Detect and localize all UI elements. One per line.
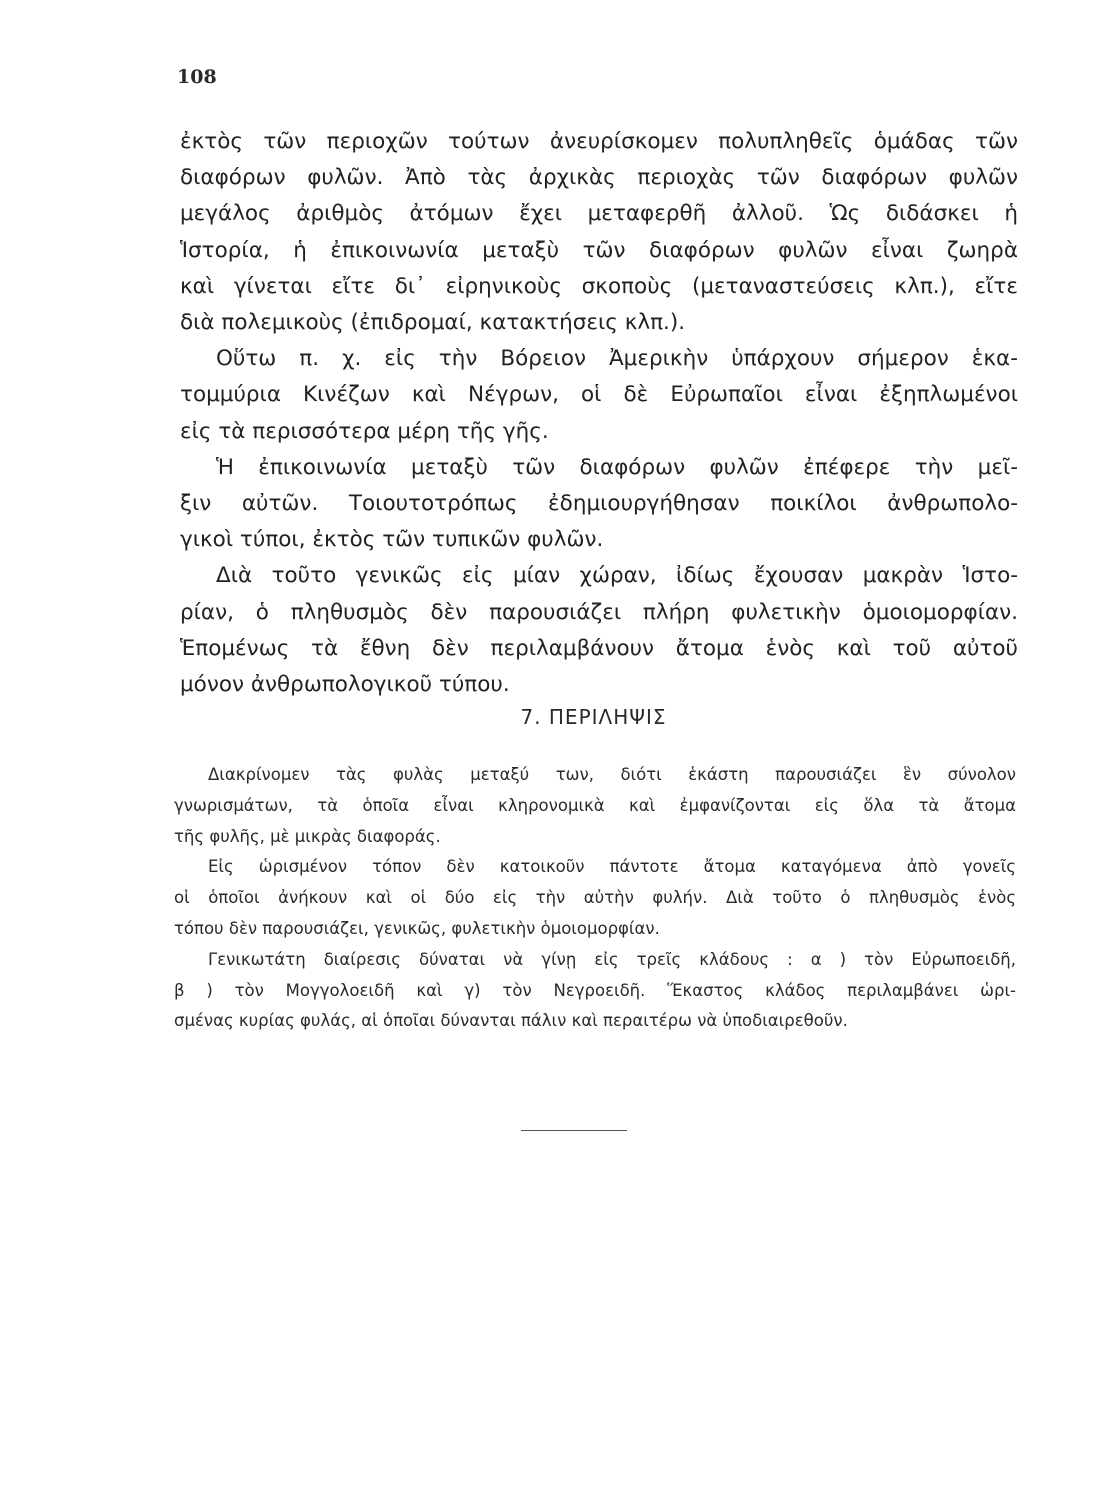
section-heading: 7. ΠΕΡΙΛΗΨΙΣ — [520, 705, 667, 729]
end-divider — [521, 1130, 627, 1131]
text-line: ρίαν, ὁ πληθυσμὸς δὲν παρουσιάζει πλήρη φυλετικὴν ὁμοιομορφίαν. — [180, 599, 1018, 625]
summary-text-block — [174, 760, 1016, 1037]
summary-line: οἱ ὁποῖοι ἀνήκουν καὶ οἱ δύο εἰς τὴν αὐτὴν φυλήν. Διὰ τοῦτο ὁ πληθυσμὸς ἑνὸς — [174, 888, 1016, 908]
main-text-block — [180, 124, 1018, 703]
summary-line: Γενικωτάτη διαίρεσις δύναται νὰ γίνῃ εἰς τρεῖς κλάδους : α ) τὸν Εὐρωποειδῆ, — [208, 949, 1016, 969]
text-line: γικοὶ τύποι, ἐκτὸς τῶν τυπικῶν φυλῶν. — [180, 527, 604, 553]
text-line: διὰ πολεμικοὺς (ἐπιδρομαί, κατακτήσεις κλπ.). — [180, 310, 686, 336]
text-line: μεγάλος ἀριθμὸς ἀτόμων ἔχει μεταφερθῆ ἀλλοῦ. Ὡς διδάσκει ἡ — [180, 201, 1018, 227]
summary-line: γνωρισμάτων, τὰ ὁποῖα εἶναι κληρονομικὰ καὶ ἐμφανίζονται εἰς ὅλα τὰ ἄτομα — [174, 795, 1016, 815]
page-number: 108 — [177, 66, 217, 88]
summary-line: τόπου δὲν παρουσιάζει, γενικῶς, φυλετικὴν ὁμοιομορφίαν. — [174, 918, 660, 938]
text-line: Οὕτω π. χ. εἰς τὴν Βόρειον Ἀμερικὴν ὑπάρχουν σήμερον ἑκα- — [216, 346, 1018, 372]
summary-line: Διακρίνομεν τὰς φυλὰς μεταξύ των, διότι ἑκάστη παρουσιάζει ἓν σύνολον — [208, 765, 1016, 784]
text-line: Διὰ τοῦτο γενικῶς εἰς μίαν χώραν, ἰδίως ἔχουσαν μακρὰν Ἱστο- — [216, 563, 1018, 589]
text-line: μόνον ἀνθρωπολογικοῦ τύπου. — [180, 672, 510, 698]
text-line: τομμύρια Κινέζων καὶ Νέγρων, οἱ δὲ Εὐρωπαῖοι εἶναι ἐξηπλωμένοι — [180, 382, 1018, 408]
text-line: Ἱστορία, ἡ ἐπικοινωνία μεταξὺ τῶν διαφόρων φυλῶν εἶναι ζωηρὰ — [180, 237, 1018, 263]
text-line: ἐκτὸς τῶν περιοχῶν τούτων ἀνευρίσκομεν πολυπληθεῖς ὁμάδας τῶν — [180, 129, 1018, 154]
text-line: Ἑπομένως τὰ ἔθνη δὲν περιλαμβάνουν ἄτομα ἑνὸς καὶ τοῦ αὐτοῦ — [180, 635, 1018, 661]
summary-line: σμένας κυρίας φυλάς, αἱ ὁποῖαι δύνανται πάλιν καὶ περαιτέρω νὰ ὑποδιαιρεθοῦν. — [174, 1011, 848, 1031]
text-line: καὶ γίνεται εἴτε δι᾽ εἰρηνικοὺς σκοποὺς (μεταναστεύσεις κλπ.), εἴτε — [180, 273, 1018, 299]
text-line: ξιν αὐτῶν. Τοιουτοτρόπως ἐδημιουργήθησαν ποικίλοι ἀνθρωπολο- — [180, 491, 1018, 517]
text-line: διαφόρων φυλῶν. Ἀπὸ τὰς ἀρχικὰς περιοχὰς τῶν διαφόρων φυλῶν — [180, 165, 1018, 191]
text-line: Ἡ ἐπικοινωνία μεταξὺ τῶν διαφόρων φυλῶν ἐπέφερε τὴν μεῖ- — [216, 454, 1018, 480]
text-line: εἰς τὰ περισσότερα μέρη τῆς γῆς. — [180, 418, 549, 444]
summary-line: β ) τὸν Μογγολοειδῆ καὶ γ) τὸν Νεγροειδῆ. Ἕκαστος κλάδος περιλαμβάνει ὡρι- — [174, 980, 1016, 1000]
summary-line: τῆς φυλῆς, μὲ μικρὰς διαφοράς. — [174, 826, 441, 846]
summary-line: Εἰς ὡρισμένον τόπον δὲν κατοικοῦν πάντοτε ἄτομα καταγόμενα ἀπὸ γονεῖς — [208, 857, 1016, 877]
